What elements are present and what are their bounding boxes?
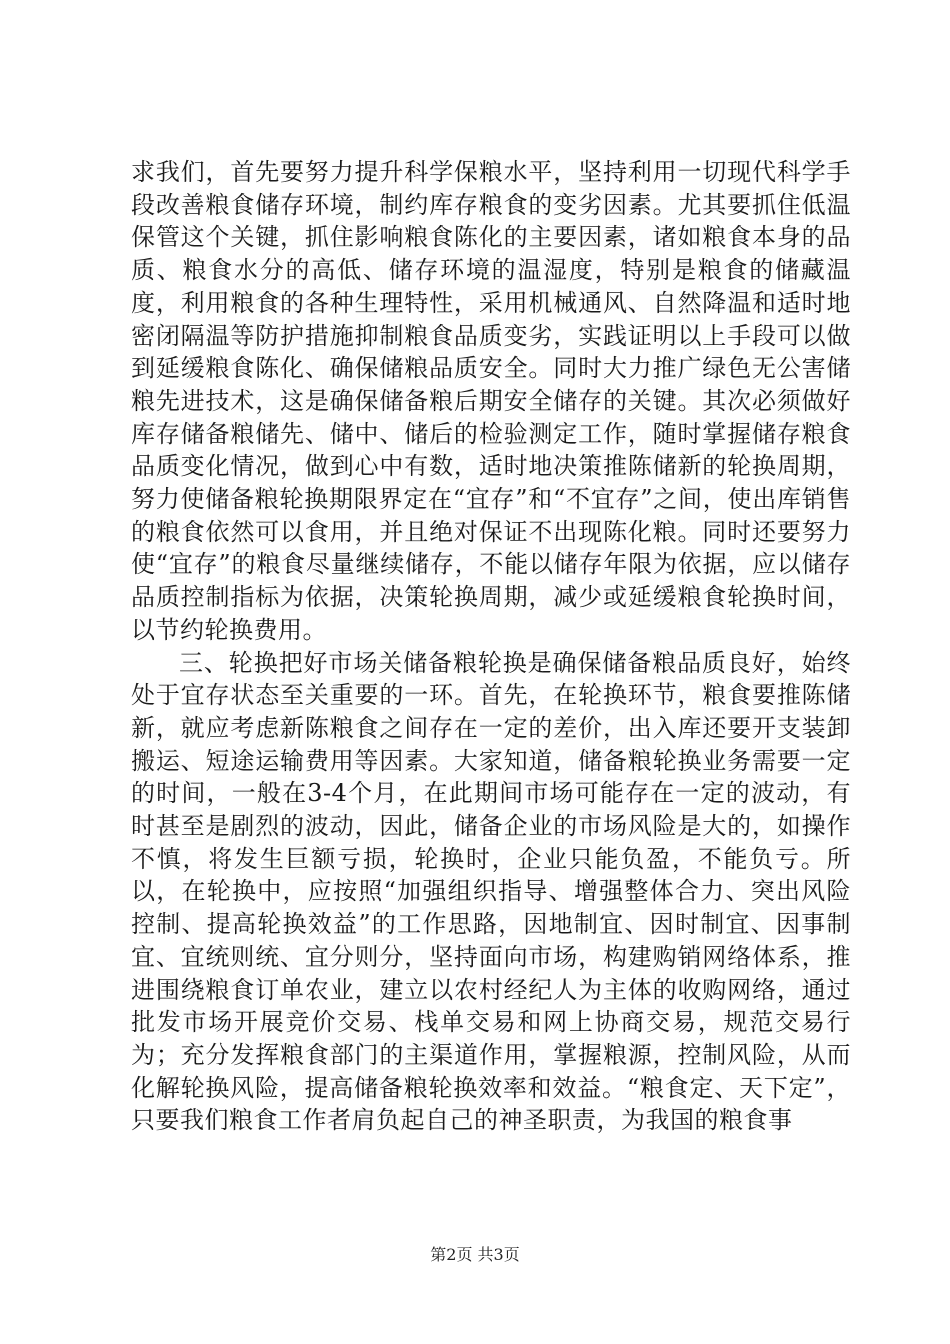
paragraph-1: 求我们，首先要努力提升科学保粮水平，坚持利用一切现代科学手段改善粮食储存环境，制约库存粮食的变劣因素。尤其要抓住低温保管这个关键，抓住影响粮食陈化的主要因素，诸如粮食本身的品质、粮食水分的高低、储存环境的温湿度，特别是粮食的储藏温度，利用粮食的各种生理特性，采用机械通风、自然降温和适时地密闭隔温等防护措施抑制粮食品质变劣，实践证明以上手段可以做到延缓粮食陈化、确保储粮品质安全。同时大力推广绿色无公害储粮先进技术，这是确保储备粮后期安全储存的关键。其次必须做好库存储备粮储先、储中、储后的检验测定工作，随时掌握储存粮食品质变化情况，做到心中有数，适时地决策推陈储新的轮换周期，努力使储备粮轮换期限界定在“宜存”和“不宜存”之间，使出库销售的粮食依然可以食用，并且绝对保证不出现陈化粮。同时还要努力使“宜存”的粮食尽量继续储存，不能以储存年限为依据，应以储存品质控制指标为依据，决策轮换周期，减少或延缓粮食轮换时间，以节约轮换费用。	[131, 158, 851, 644]
page-number-footer: 第2页 共3页	[430, 1245, 520, 1264]
paragraph-2: 三、轮换把好市场关储备粮轮换是确保储备粮品质良好，始终处于宜存状态至关重要的一环。首先，在轮换环节，粮食要推陈储新，就应考虑新陈粮食之间存在一定的差价，出入库还要开支装卸搬运、短途运输费用等因素。大家知道，储备粮轮换业务需要一定的时间，一般在3-4个月，在此期间市场可能存在一定的波动，有时甚至是剧烈的波动，因此，储备企业的市场风险是大的，如操作不慎，将发生巨额亏损，轮换时，企业只能负盈，不能负亏。所以，在轮换中，应按照“加强组织指导、增强整体合力、突出风险控制、提高轮换效益”的工作思路，因地制宜、因时制宜、因事制宜、宜统则统、宜分则分，坚持面向市场，构建购销网络体系，推进围绕粮食订单农业，建立以农村经纪人为主体的收购网络，通过批发市场开展竞价交易、栈单交易和网上协商交易，规范交易行为；充分发挥粮食部门的主渠道作用，掌握粮源，控制风险，从而化解轮换风险，提高储备粮轮换效率和效益。“粮食定、天下定”，只要我们粮食工作者肩负起自己的神圣职责，为我国的粮食事	[131, 648, 851, 1135]
body-text	[131, 156, 851, 1137]
